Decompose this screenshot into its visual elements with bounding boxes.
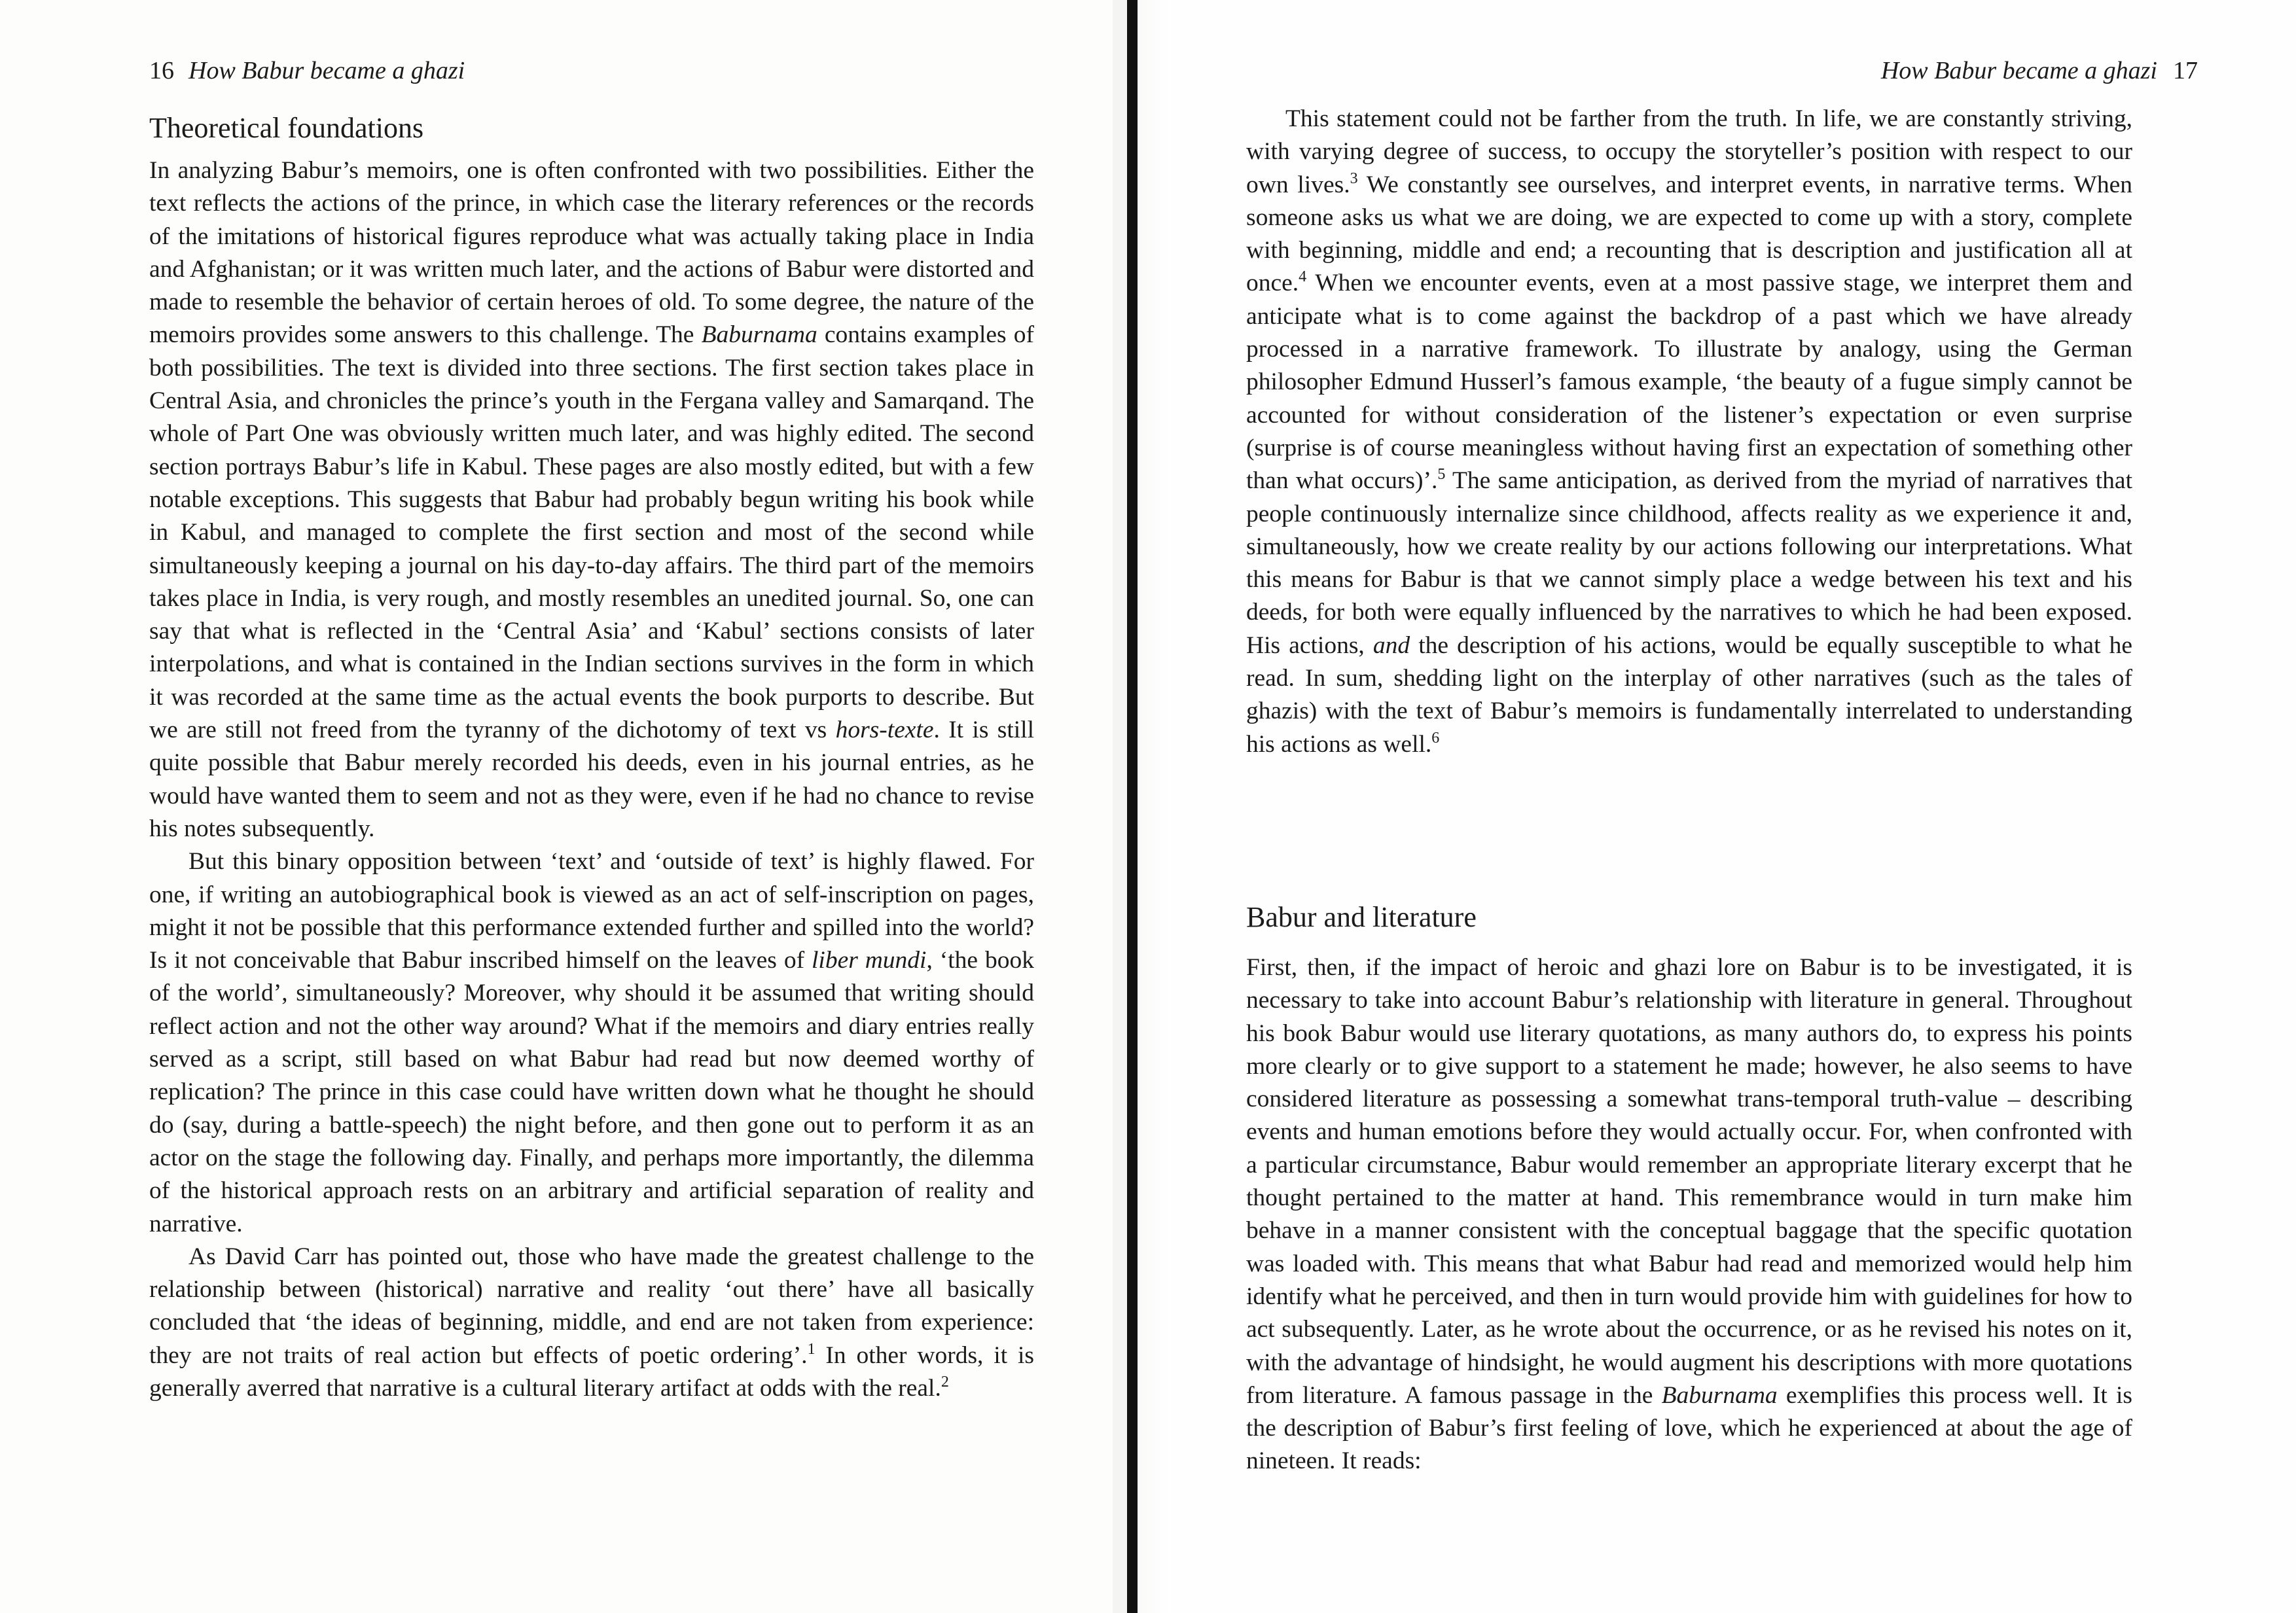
footnote-marker[interactable]: 6: [1431, 729, 1440, 747]
body-text: [1246, 951, 2132, 1478]
footnote-marker[interactable]: 4: [1299, 268, 1307, 286]
footnote-marker[interactable]: 2: [941, 1373, 949, 1391]
italic-term: Baburnama: [701, 321, 817, 349]
text-run: We constantly see ourselves, and interpret events, in narrative terms. When someone asks us what we are doing, we are expected to come up with a story, complete with beginning, middle and end; a recounting that is description and justification all at once.: [1246, 171, 2132, 297]
text-run: But this binary opposition between ‘text’ and ‘outside of text’ is highly flawed. For one, if writing an autobiographical book is viewed as an act of self-inscription on pages, might it not be possible that this performance extended further and spilled into the world? Is it not conceivable that Babur inscribed himself on the leaves of: [149, 848, 1034, 974]
text-run: As David Carr has pointed out, those who have made the greatest challenge to the relationship between (historical) narrative and reality ‘out there’ have all basically concluded that ‘the ideas of beginning, middle, and end are not taken from experience: they are not traits of real action but effects of poetic ordering’.: [149, 1243, 1034, 1369]
italic-term: Baburnama: [1661, 1381, 1778, 1409]
book-gutter: [1113, 0, 1170, 1613]
text-run: . It is still quite possible that Babur merely recorded his deeds, even in his journal entries, as he would have wanted them to seem and not as they were, even if he had no chance to revise his notes subsequently.: [149, 717, 1035, 842]
text-run: First, then, if the impact of heroic and ghazi lore on Babur is to be investigated, it is necessary to take into account Babur’s relationship with literature in general. Throughout his book Babur would use literary quotations, as many authors do, to express his points more clearly or to give support to a statement he made; however, he also seems to have considered literature as possessing a somewhat trans-temporal truth-value – describing events and human emotions before they would actually occur. For, when confronted with a particular circumstance, Babur would remember an appropriate literary excerpt that he thought pertained to the matter at hand. This remembrance would in turn make him behave in a manner consistent with the conceptual baggage that the specific quotation was loaded with. This means that what Babur had read and memorized would help him identify what he perceived, and then in turn would provide him with guidelines for how to act subsequently. Later, as he wrote about the occurrence, or as he revised his notes on it, with the advantage of hindsight, he would augment his descriptions with more quotations from literature. A famous passage in the: [1246, 954, 2132, 1409]
text-run: contains examples of both possibilities. The text is divided into three sections. The first section takes place in Central Asia, and chronicles the prince’s youth in the Fergana valley and Samarqand. The whole of Part One was obviously written much later, and was highly edited. The second section portrays Babur’s life in Kabul. These pages are also mostly edited, but with a few notable exceptions. This suggests that Babur had probably begun writing his book while in Kabul, and managed to complete the first section and most of the second while simultaneously keeping a journal on his day-to-day affairs. The third part of the memoirs takes place in India, is very rough, and mostly resembles an unedited journal. So, one can say that what is reflected in the ‘Central Asia’ and ‘Kabul’ sections consists of later interpolations, and what is contained in the Indian sections survives in the form in which it was recorded at the same time as the actual events the book purports to describe. But we are still not freed from the tyranny of the dichotomy of text vs: [149, 321, 1034, 744]
paragraph: [149, 1241, 1034, 1405]
page-number: 17: [2173, 57, 2198, 84]
footnote-marker[interactable]: 3: [1350, 169, 1358, 187]
text-run: In analyzing Babur’s memoirs, one is often confronted with two possibilities. Either the text reflects the actions of the prince, in which case the literary references or the records of the imitations of historical figures reproduce what was actually taking place in India and Afghanistan; or it was written much later, and the actions of Babur were distorted and made to resemble the behavior of certain heroes of old. To some degree, the nature of the memoirs provides some answers to this challenge. The: [149, 157, 1034, 349]
footnote-marker[interactable]: 5: [1437, 466, 1446, 484]
text-run: When we encounter events, even at a most passive stage, we interpret them and anticipate what is to come against the backdrop of a past which we have already processed in a narrative framework. To illustrate by analogy, using the German philosopher Edmund Husserl’s famous example, ‘the beauty of a fugue simply cannot be accounted for without consideration of the listener’s expectation or even surprise (surprise is of course meaningless without having first an expectation of something other than what occurs)’.: [1246, 270, 2132, 495]
running-head: [1881, 52, 2198, 89]
page-number: 16: [149, 57, 174, 84]
text-run: the description of his actions, would be equally susceptible to what he read. In sum, shedding light on the interplay of other narratives (such as the tales of ghazis) with the text of Babur’s memoirs is fundamentally interrelated to understanding his actions as well.: [1246, 631, 2132, 758]
body-text: [1246, 103, 2132, 761]
text-run: exemplifies this process well. It is the description of Babur’s first feeling of love, which he experienced at about the age of nineteen. It reads:: [1246, 1381, 2132, 1475]
section-heading: Babur and literature: [1246, 901, 1477, 933]
text-run: In other words, it is generally averred that narrative is a cultural literary artifact at odds with the real.: [149, 1341, 1034, 1402]
running-title: How Babur became a ghazi: [188, 57, 465, 84]
running-title: How Babur became a ghazi: [1880, 57, 2157, 84]
italic-term: and: [1372, 631, 1410, 659]
running-head: [149, 52, 465, 89]
paragraph: [1246, 103, 2132, 761]
text-run: The same anticipation, as derived from the myriad of narratives that people continuously internalize since childhood, affects reality as we experience it and, simultaneously, how we create reality by our actions following our interpretations. What this means for Babur is that we cannot simply place a wedge between his text and his deeds, for both were equally influenced by the narratives to which he had been exposed. His actions,: [1246, 467, 2132, 659]
paragraph: [149, 154, 1034, 845]
left-page: [0, 0, 1113, 1613]
text-run: , ‘the book of the world’, simultaneously? Moreover, why should it be assumed that writing should reflect action and not the other way around? What if the memoirs and diary entries really served as a script, still based on what Babur had read but now deemed worthy of replication? The prince in this case could have written down what he thought he should do (say, during a battle-speech) the night before, and then gone out to perform it as an actor on the stage the following day. Finally, and perhaps more importantly, the dilemma of the historical approach rests on an arbitrary and artificial separation of reality and narrative.: [149, 947, 1034, 1237]
paragraph: [1246, 951, 2132, 1478]
paragraph: [149, 845, 1034, 1241]
italic-term: liber mundi: [811, 947, 927, 974]
right-page: [1170, 0, 2296, 1613]
italic-term: hors-texte: [835, 717, 934, 744]
section-heading: Theoretical foundations: [149, 112, 424, 144]
text-run: This statement could not be farther from the truth. In life, we are constantly striving, with varying degree of success, to occupy the storyteller’s position with respect to our own lives.: [1246, 105, 2132, 198]
body-text: [149, 154, 1034, 1405]
footnote-marker[interactable]: 1: [807, 1340, 816, 1358]
